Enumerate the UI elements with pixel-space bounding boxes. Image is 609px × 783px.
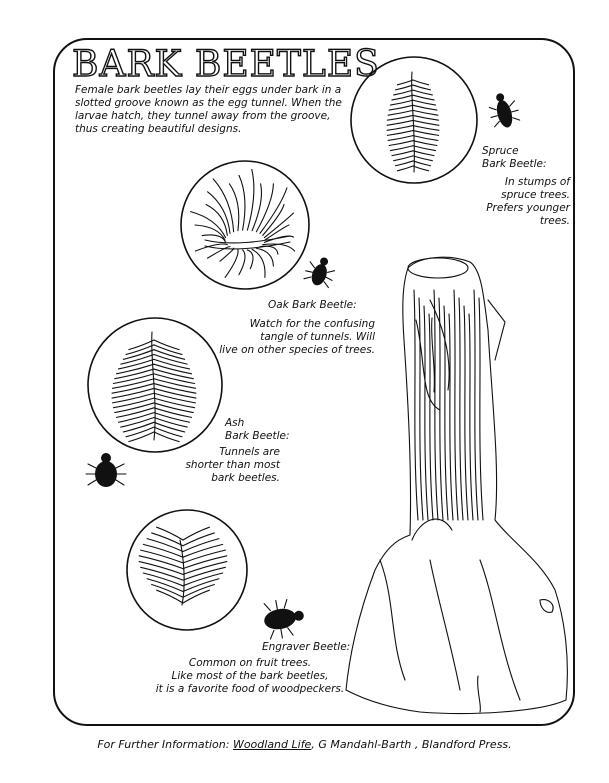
footer-reference [0,738,609,751]
engraver-beetle-icon [261,596,307,640]
oak-beetle-icon [302,253,338,290]
spruce-beetle-icon [486,90,522,131]
footer-book-title: Woodland Life [232,738,312,751]
spruce-beetle-description: In stumps of spruce trees. Prefers younger trees. [486,176,570,227]
footer-prefix: For Further Information: [97,738,230,751]
spruce-beetle-name: Spruce Bark Beetle: [482,145,547,170]
ash-beetle-description: Tunnels are shorter than most bark beetles. [185,446,280,484]
oak-beetle-description: Watch for the confusing tangle of tunnels. Will live on other species of trees. [219,318,375,356]
log-illustration [346,257,567,713]
ash-beetle-icon [86,453,126,487]
oak-gallery-illustration [181,161,309,289]
engraver-beetle-name: Engraver Beetle: [262,641,351,653]
oak-beetle-name: Oak Bark Beetle: [268,299,357,311]
engraver-gallery-illustration [127,510,247,630]
page-title: BARK BEETLES [72,44,380,85]
engraver-beetle-description: Common on fruit trees. Like most of the bark beetles, it is a favorite food of woodpeckers. [155,657,345,695]
ash-gallery-illustration [88,318,222,452]
spruce-gallery-illustration [351,57,477,183]
footer-publisher: , G Mandahl-Barth , Blandford Press. [311,738,512,751]
intro-text: Female bark beetles lay their eggs under bark in a slotted groove known as the egg tunnel. When the larvae hatch, they tunnel away from the groove, thus creating beautiful designs. [75,84,342,135]
ash-beetle-name: Ash Bark Beetle: [225,417,290,442]
